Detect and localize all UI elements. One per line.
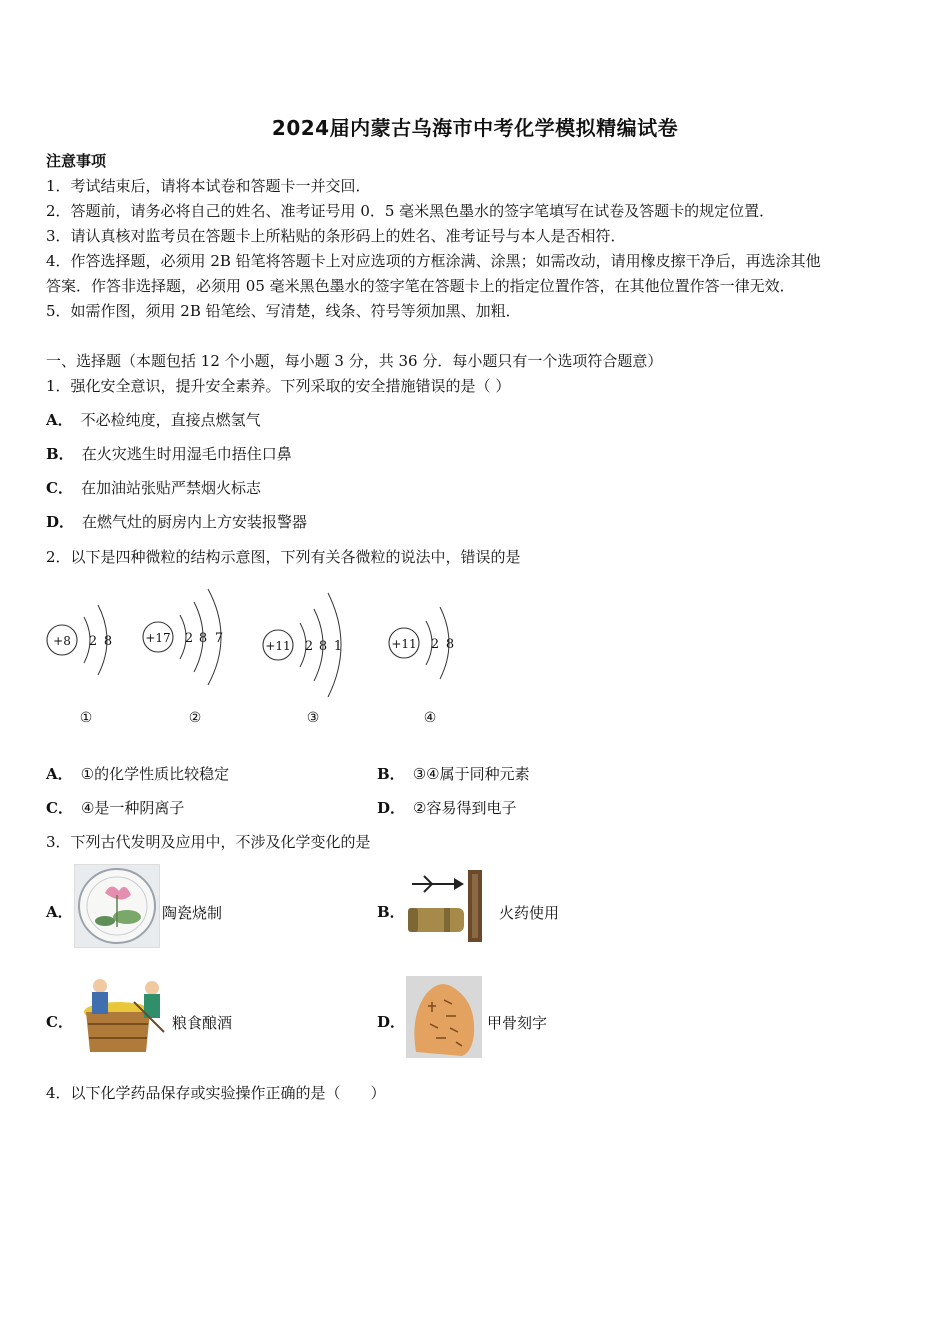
option-text: 陶瓷烧制 (162, 904, 223, 922)
atom-structure-diagrams (40, 585, 500, 735)
option-label: B． (377, 765, 405, 783)
option-label: D． (377, 1013, 406, 1031)
option-text: 不必检纯度，直接点燃氢气 (80, 411, 261, 429)
cannon-ring (408, 908, 418, 932)
question-1-stem: 1．强化安全意识，提升安全素养。下列采取的安全措施错误的是（ ） (46, 377, 511, 395)
oracle-bone-image (406, 976, 482, 1058)
option-label: C． (46, 1013, 73, 1031)
question-2-stem: 2．以下是四种微粒的结构示意图，下列有关各微粒的说法中，错误的是 (46, 548, 521, 566)
option-label: C． (46, 479, 73, 497)
cannon-ring (444, 908, 450, 932)
option-text: ②容易得到电子 (413, 799, 517, 817)
note-item: 答案．作答非选择题，必须用 05 毫米黑色墨水的签字笔在答题卡上的指定位置作答，在其他位置作答一律无效． (46, 277, 795, 295)
nucleus-charge: +11 (265, 639, 291, 653)
shell-electrons: 8 (103, 634, 113, 649)
shell-electrons: 1 (333, 639, 343, 654)
note-item: 4．作答选择题，必须用 2B 铅笔将答题卡上对应选项的方框涂满、涂黑；如需改动，请用橡皮擦干净后，再选涂其他 (46, 252, 821, 270)
option-text: 在火灾逃生时用湿毛巾捂住口鼻 (81, 445, 292, 463)
atom-index: ① (79, 710, 93, 726)
option-text: 火药使用 (499, 904, 560, 922)
launcher-slot (472, 874, 478, 938)
option-text: ①的化学性质比较稳定 (80, 765, 230, 783)
worker-head (145, 981, 159, 995)
atom-diagram-4 (389, 607, 454, 726)
nucleus-charge: +17 (145, 631, 171, 645)
shell-electrons: 2 (184, 631, 194, 646)
q2-option-a (46, 764, 229, 784)
option-text: 在加油站张贴严禁烟火标志 (80, 479, 261, 497)
question-4-stem: 4．以下化学药品保存或实验操作正确的是（ ） (46, 1084, 386, 1102)
wooden-vat (86, 1012, 150, 1052)
gunpowder-image (404, 864, 494, 946)
option-text: 甲骨刻字 (487, 1014, 548, 1032)
option-text: 粮食酿酒 (172, 1014, 233, 1032)
atom-index: ③ (306, 710, 320, 726)
q1-option-c (46, 478, 261, 498)
atom-diagram-3 (263, 593, 342, 726)
atom-diagram-2 (143, 589, 223, 726)
lotus-leaf (95, 916, 115, 926)
q2-option-b (377, 764, 530, 784)
option-text: ③④属于同种元素 (412, 765, 530, 783)
page-title: 2024届内蒙古乌海市中考化学模拟精编试卷 (271, 116, 679, 140)
nucleus-charge: +8 (53, 634, 71, 648)
q1-option-d (46, 512, 307, 532)
option-label: D． (46, 513, 75, 531)
q2-option-c (46, 798, 184, 818)
option-label: C． (46, 799, 73, 817)
notes-heading: 注意事项 (46, 152, 107, 170)
atom-index: ② (188, 710, 202, 726)
question-3-stem: 3．下列古代发明及应用中，不涉及化学变化的是 (46, 833, 371, 851)
porcelain-plate-image (74, 864, 160, 948)
shell-electrons: 8 (318, 639, 328, 654)
nucleus-charge: +11 (391, 637, 417, 651)
worker-head (93, 979, 107, 993)
q1-option-b (46, 444, 292, 464)
option-text: 在燃气灶的厨房内上方安装报警器 (82, 513, 308, 531)
note-item: 5．如需作图，须用 2B 铅笔绘、写清楚，线条、符号等须加黑、加粗． (46, 302, 521, 320)
note-item: 1．考试结束后，请将本试卷和答题卡一并交回． (46, 177, 371, 195)
q1-option-a (46, 410, 261, 430)
section-heading: 一、选择题（本题包括 12 个小题，每小题 3 分，共 36 分．每小题只有一个选项符合题意） (46, 352, 663, 370)
atom-diagram-1 (47, 605, 112, 726)
shell-electrons: 8 (198, 631, 208, 646)
shell-electrons: 2 (88, 634, 98, 649)
option-label: A． (46, 411, 73, 429)
q2-option-d (377, 798, 516, 818)
shell-electrons: 2 (430, 637, 440, 652)
option-label: A． (46, 903, 73, 921)
shell-electrons: 8 (445, 637, 455, 652)
option-label: D． (377, 799, 406, 817)
brewing-image (74, 972, 170, 1060)
worker-body (92, 992, 108, 1014)
option-label: A． (46, 765, 73, 783)
note-item: 3．请认真核对监考员在答题卡上所粘贴的条形码上的姓名、准考证号与本人是否相符． (46, 227, 626, 245)
note-item: 2．答题前，请务必将自己的姓名、准考证号用 0．5 毫米黑色墨水的签字笔填写在试卷及答题卡的规定位置． (46, 202, 775, 220)
option-text: ④是一种阴离子 (80, 799, 185, 817)
atom-index: ④ (423, 710, 437, 726)
fire-arrow-head (454, 878, 464, 890)
option-label: B． (46, 445, 74, 463)
shell-electrons: 7 (214, 631, 224, 646)
shell-electrons: 2 (304, 639, 314, 654)
option-label: B． (377, 903, 405, 921)
